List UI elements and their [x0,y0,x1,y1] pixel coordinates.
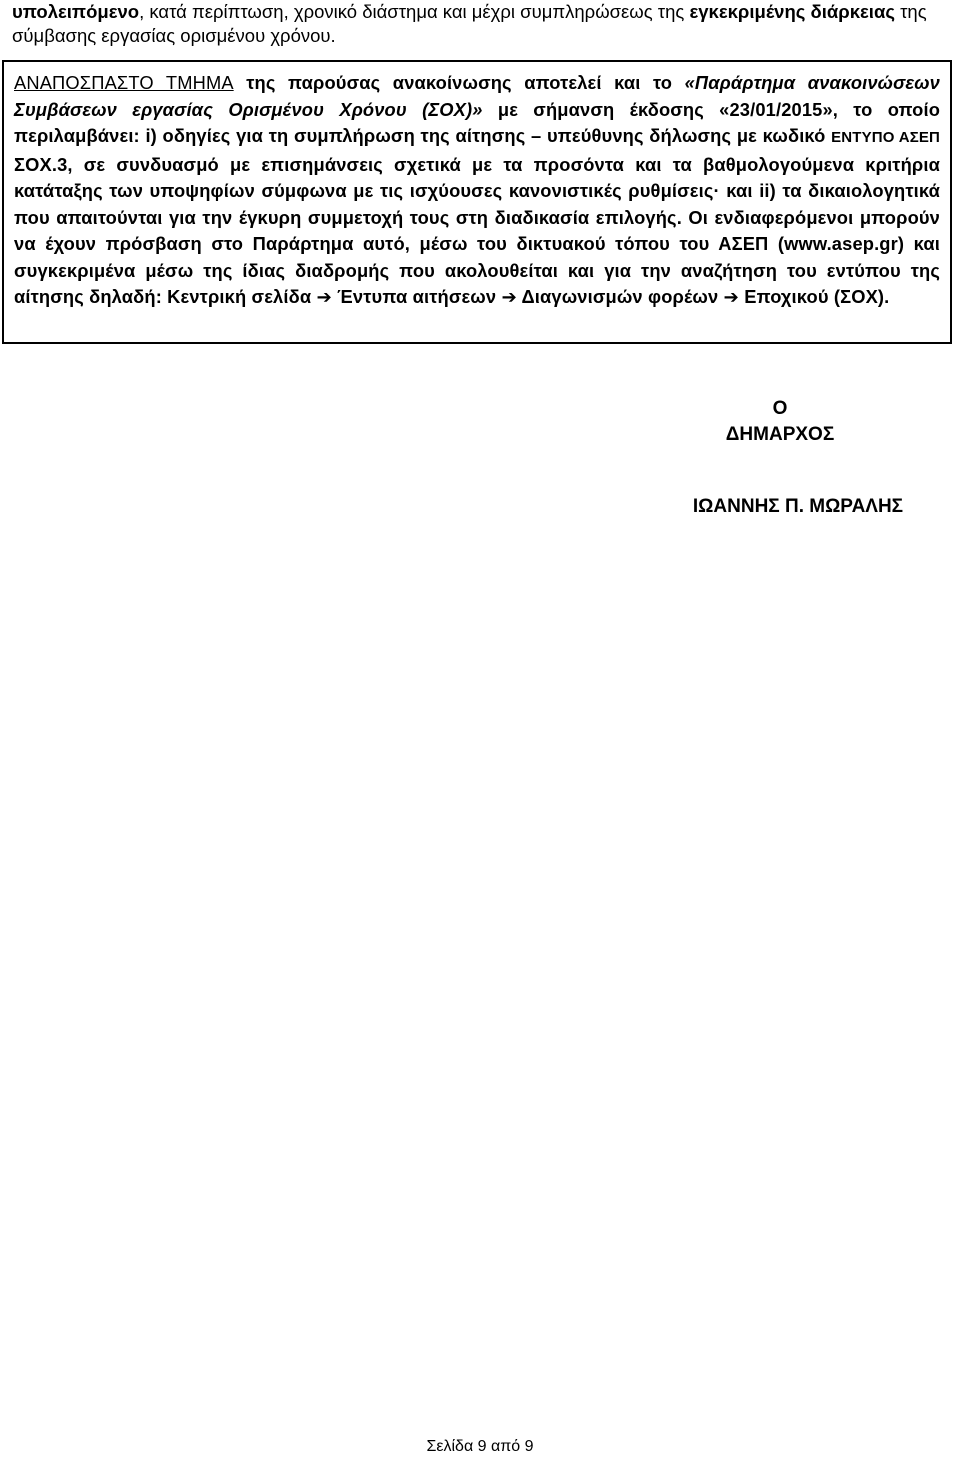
section-text-1: της παρούσας ανακοίνωσης αποτελεί και το [233,72,685,93]
path-step-2: Έντυπα αιτήσεων [337,286,497,307]
signature-title-line1: Ο [772,398,788,419]
path-step-4: Εποχικού (ΣΟΧ). [744,286,890,307]
detachable-section-box [2,60,952,344]
intro-bold-2: εγκεκριμένης διάρκειας [689,1,895,22]
arrow-right-icon: ➔ [723,286,739,307]
signature-title-line2: ΔΗΜΑΡΧΟΣ [725,424,835,445]
path-step-1: Κεντρική σελίδα [167,286,312,307]
section-text-3: ΣΟΧ.3, σε συνδυασμό με επισημάνσεις σχετικά με τα προσόντα και τα βαθμολογούμενα κριτήρια κατάταξης των υποψηφίων σύμφωνα με τις ισχύουσες κανονιστικές ρυθμίσεις· και ii) τα δικαιολογητικά που απαιτούνται για την έγκυρη συμμετοχή τους στη διαδικασία επιλογής. Οι ενδιαφερόμενοι μπορούν να έχουν πρόσβαση στο Παράρτημα αυτό, μέσω του δικτυακού τόπου του ΑΣΕΠ (www.asep.gr) και συγκεκριμένα μέσω της ίδιας διαδρομής που ακολουθείται και για την αναζήτηση του εντύπου της αίτησης δηλαδή: [14,153,940,307]
form-code: ΕΝΤΥΠΟ ΑΣΕΠ [831,129,941,146]
page-number: Σελίδα 9 από 9 [426,1438,534,1455]
section-heading: ΑΝΑΠΟΣΠΑΣΤΟ ΤΜΗΜΑ [14,72,234,93]
arrow-right-icon: ➔ [501,286,517,307]
intro-text-1: , κατά περίπτωση, χρονικό διάστημα και μέχρι συμπληρώσεως της [139,1,690,22]
path-step-3: Διαγωνισμών φορέων [521,286,719,307]
intro-text-2: της σύμβασης εργασίας ορισμένου χρόνου. [12,1,927,46]
intro-paragraph [12,0,948,48]
intro-bold-1: υπολειπόμενο [12,1,140,22]
signature-name: ΙΩΑΝΝΗΣ Π. ΜΩΡΑΛΗΣ [692,496,904,517]
section-text-2: με σήμανση έκδοσης «23/01/2015», το οποίο περιλαμβάνει: i) οδηγίες για τη συμπλήρωση της αίτησης – υπεύθυνης δήλωσης με κωδικό [14,98,941,146]
arrow-right-icon: ➔ [316,286,332,307]
annex-title: «Παράρτημα ανακοινώσεων Συμβάσεων εργασίας Ορισμένου Χρόνου (ΣΟΧ)» [14,72,940,120]
detachable-section-text [14,70,940,311]
